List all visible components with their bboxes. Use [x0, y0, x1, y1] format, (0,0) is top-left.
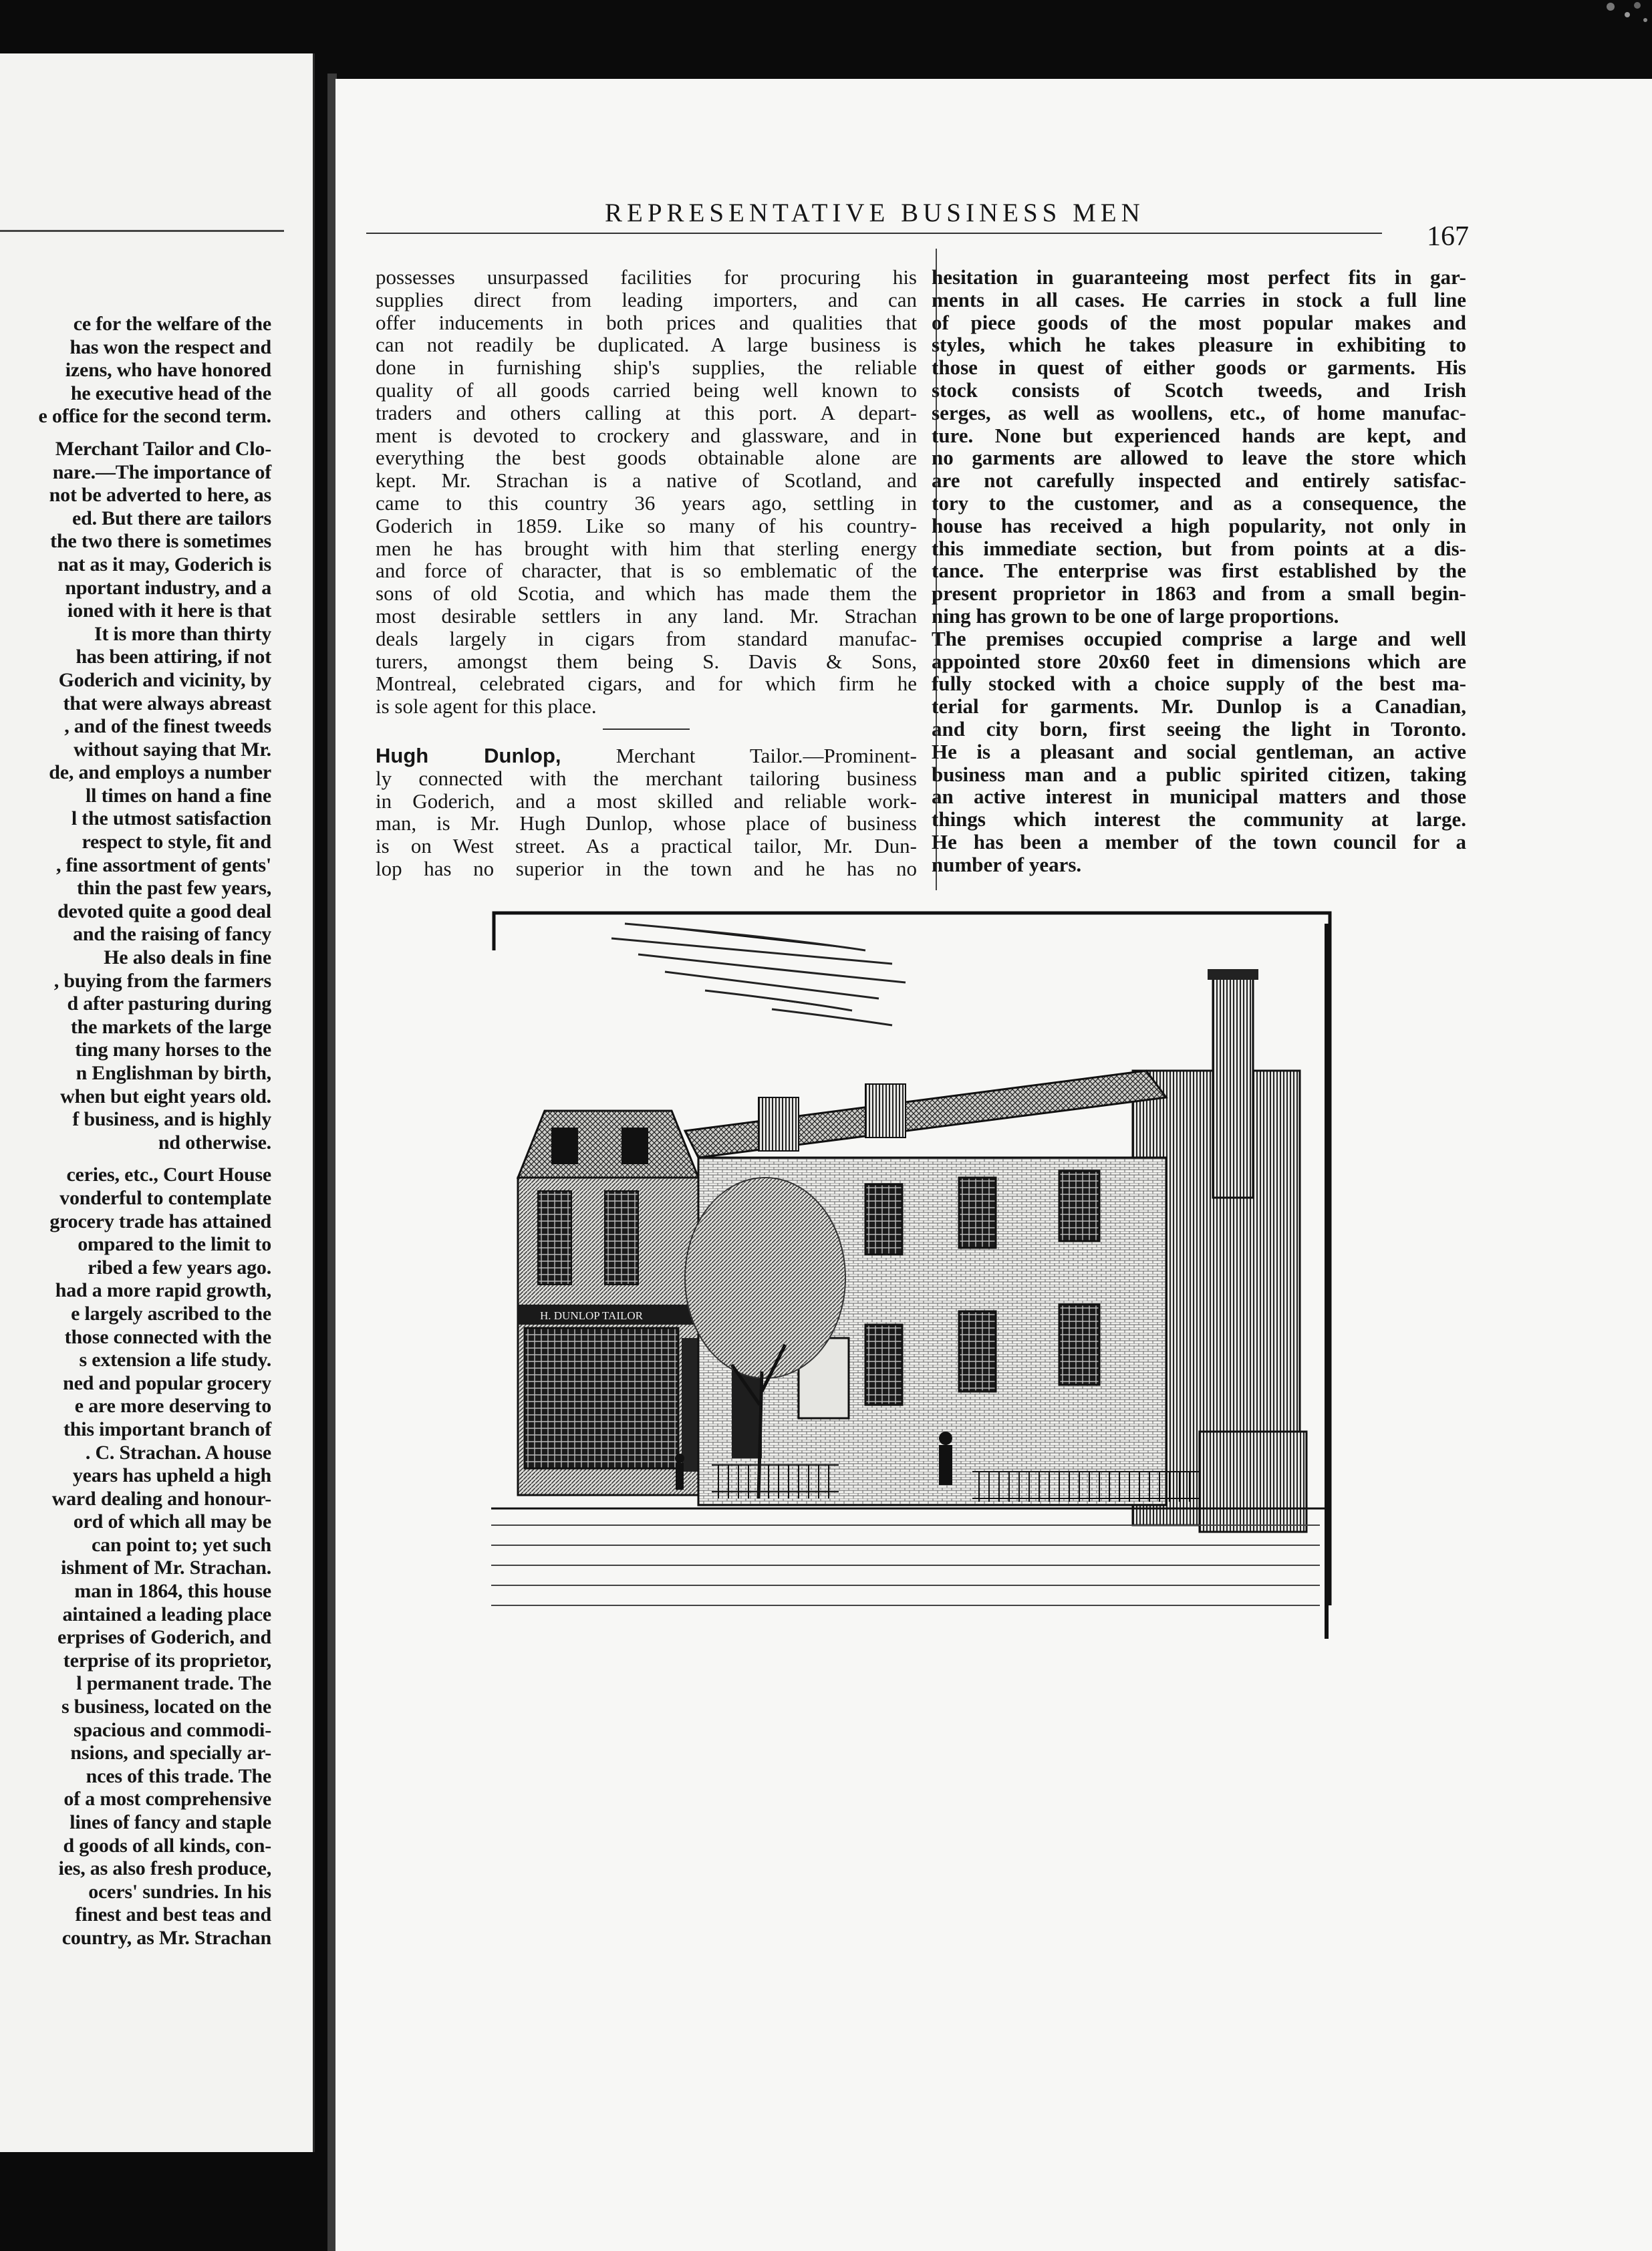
text-line: present proprietor in 1863 and from a small begin- [932, 581, 1466, 606]
text-line: n Englishman by birth, [76, 1062, 271, 1084]
text-line: ment is devoted to crockery and glassware, and in [376, 423, 917, 447]
text-line: not be adverted to here, as [49, 484, 271, 507]
text-line: ompared to the limit to [78, 1233, 271, 1256]
text-line: and the raising of fancy [73, 923, 271, 946]
shop-sign: H. DUNLOP TAILOR [540, 1309, 643, 1322]
text-line: and force of character, that is so emblematic of the [376, 559, 917, 583]
text-line: . C. Strachan. A house [85, 1441, 271, 1464]
text-line: e are more deserving to [74, 1395, 271, 1418]
text-line: lop has no superior in the town and he has no [376, 856, 917, 880]
dormer-window-2 [622, 1128, 648, 1164]
text-line: thin the past few years, [76, 877, 271, 900]
chimney-center [865, 1084, 906, 1138]
text-line: this important branch of [63, 1418, 271, 1440]
text-line: ies, as also fresh produce, [58, 1857, 271, 1880]
text-line: ioned with it here is that [67, 600, 271, 622]
text-line: nat as it may, Goderich is [57, 553, 271, 575]
text-line: d goods of all kinds, con- [63, 1834, 271, 1857]
text-line: ly connected with the merchant tailoring business [376, 766, 917, 790]
text-line: The premises occupied comprise a large and well [932, 626, 1466, 650]
text-line: man, is Mr. Hugh Dunlop, whose place of business [376, 811, 917, 835]
text-line: those in quest of either goods or garments. His [932, 356, 1466, 380]
text-line: number of years. [932, 852, 1082, 876]
text-line: de, and employs a number [49, 761, 271, 784]
text-line: he executive head of the [70, 382, 271, 404]
tall-chimney [1213, 977, 1253, 1198]
text-line: ture. None but experienced hands are kept, and [932, 423, 1466, 447]
text-line: nd otherwise. [158, 1131, 271, 1154]
text-line: ll times on hand a fine [86, 784, 271, 807]
text-line: ishment of Mr. Strachan. [61, 1557, 271, 1579]
text-line: Goderich in 1859. Like so many of his country- [376, 513, 917, 537]
text-line: ments in all cases. He carries in stock a full line [932, 287, 1466, 311]
chimney-cap [1208, 969, 1258, 980]
chimney-left [759, 1097, 799, 1151]
shop-upper-window-2 [605, 1191, 638, 1285]
text-line: , and of the finest tweeds [64, 715, 271, 738]
shop-front-window [525, 1328, 678, 1468]
text-line: ning has grown to be one of large proportions. [932, 604, 1339, 628]
text-line: styles, which he takes pleasure in exhibiting to [932, 333, 1466, 357]
text-line: supplies direct from leading importers, and can [376, 287, 917, 311]
text-line: the two there is sometimes [50, 530, 271, 553]
text-line: when but eight years old. [60, 1085, 271, 1107]
mansard-roof [518, 1111, 698, 1178]
text-line: that were always abreast [63, 692, 271, 714]
text-line: tance. The enterprise was first established by the [932, 559, 1466, 583]
text-column-right [932, 266, 1466, 876]
text-line: finest and best teas and [75, 1903, 271, 1926]
text-line: quality of all goods carried being well known to [376, 378, 917, 402]
text-line: , buying from the farmers [53, 969, 271, 992]
text-line: tory to the customer, and as a consequence, the [932, 491, 1466, 515]
text-line: fully stocked with a choice supply of the best ma- [932, 672, 1466, 696]
text-line: ed. But there are tailors [72, 507, 271, 529]
text-line: appointed store 20x60 feet in dimensions which are [932, 649, 1466, 673]
text-line: ned and popular grocery [63, 1371, 271, 1394]
text-line: is on West street. As a practical tailor, Mr. Dun- [376, 834, 917, 858]
text-line: are not carefully inspected and entirely satisfac- [932, 469, 1466, 493]
text-line: ocers' sundries. In his [88, 1880, 271, 1903]
text-line: hesitation in guaranteeing most perfect fits in gar- [932, 265, 1466, 289]
text-line: serges, as well as woollens, etc., of home manufac- [932, 400, 1466, 424]
text-line: s business, located on the [61, 1696, 271, 1718]
article-separator [603, 729, 690, 730]
text-line: this immediate section, but from points at a dis- [932, 536, 1466, 560]
facing-page [0, 53, 315, 2152]
dunlop-name: Hugh Dunlop, [376, 743, 561, 767]
text-line: everything the best goods obtainable alone are [376, 446, 917, 470]
text-line: terprise of its proprietor, [63, 1649, 271, 1672]
street-figure [675, 1454, 684, 1490]
text-line: He is a pleasant and social gentleman, an active [932, 739, 1466, 763]
text-line: Montreal, celebrated cigars, and for which firm he [376, 672, 917, 696]
text-line: He has been a member of the town council for a [932, 829, 1466, 853]
page-number: 167 [1427, 221, 1469, 252]
header-rule [366, 233, 1382, 234]
text-line: in Goderich, and a most skilled and reliable work- [376, 789, 917, 813]
text-line: ce for the welfare of the [73, 313, 271, 335]
text-line: has won the respect and [70, 336, 271, 358]
dunlop-title: Merchant Tailor.—Prominent- [561, 743, 917, 767]
text-line: those connected with the [64, 1325, 271, 1348]
text-line: deals largely in cigars from standard manufac- [376, 626, 917, 650]
text-line: country, as Mr. Strachan [61, 1926, 271, 1949]
text-line: , fine assortment of gents' [55, 853, 271, 876]
text-line: devoted quite a good deal [57, 900, 271, 922]
text-line: sons of old Scotia, and which has made them the [376, 581, 917, 606]
yard-gate [1200, 1432, 1306, 1532]
text-line: erprises of Goderich, and [57, 1626, 271, 1649]
text-line: the markets of the large [70, 1015, 271, 1038]
strachan-paragraph [376, 266, 917, 718]
scan-noise [1591, 0, 1652, 40]
text-line: ceries, etc., Court House [66, 1164, 271, 1186]
running-head: REPRESENTATIVE BUSINESS MEN [605, 198, 1145, 227]
text-column-left [376, 266, 917, 880]
text-line: of piece goods of the most popular makes and [932, 310, 1466, 334]
text-line: years has upheld a high [72, 1464, 271, 1487]
text-line: Goderich and vicinity, by [58, 668, 271, 691]
text-line: can point to; yet such [92, 1533, 271, 1556]
text-line: no garments are allowed to leave the store which [932, 446, 1466, 470]
text-line: e office for the second term. [38, 405, 271, 428]
dormer-window-1 [551, 1128, 578, 1164]
text-line: came to this country 36 years ago, settling in [376, 491, 917, 515]
text-line: stock consists of Scotch tweeds, and Irish [932, 378, 1466, 402]
text-line: e largely ascribed to the [71, 1302, 271, 1325]
text-line: things which interest the community at large. [932, 807, 1466, 831]
text-line: men he has brought with him that sterling energy [376, 536, 917, 560]
text-line: business man and a public spirited citizen, taking [932, 762, 1466, 786]
text-line: nare.—The importance of [52, 460, 271, 483]
text-line: and city born, first seeing the light in Toronto. [932, 716, 1466, 741]
text-line: aintained a leading place [62, 1603, 271, 1625]
text-line: nces of this trade. The [86, 1764, 271, 1787]
text-line: is sole agent for this place. [376, 694, 597, 718]
text-line: ward dealing and honour- [51, 1487, 271, 1510]
text-line: vonderful to contemplate [59, 1186, 271, 1209]
shop-upper-window-1 [538, 1191, 571, 1285]
text-line: has been attiring, if not [76, 646, 271, 668]
text-line: nsions, and specially ar- [70, 1742, 271, 1764]
building-engraving [491, 910, 1339, 1639]
text-line: offer inducements in both prices and qualities that [376, 310, 917, 334]
text-line: without saying that Mr. [74, 738, 271, 761]
standing-figure [939, 1432, 952, 1485]
dunlop-paragraph [376, 767, 917, 880]
text-line: s extension a life study. [79, 1349, 271, 1371]
text-line: turers, amongst them being S. Davis & Sons, [376, 649, 917, 673]
text-line: kept. Mr. Strachan is a native of Scotland, and [376, 469, 917, 493]
text-line: terial for garments. Mr. Dunlop is a Canadian, [932, 694, 1466, 718]
text-line: Merchant Tailor and Clo- [55, 437, 271, 460]
text-line: respect to style, fit and [82, 831, 271, 853]
text-line: l permanent trade. The [76, 1672, 271, 1695]
text-line: man in 1864, this house [74, 1580, 271, 1603]
text-line: ting many horses to the [75, 1039, 271, 1061]
text-line: grocery trade has attained [49, 1210, 271, 1232]
text-line: izens, who have honored [65, 359, 271, 382]
text-line: done in furnishing ship's supplies, the reliable [376, 356, 917, 380]
text-line: ribed a few years ago. [88, 1256, 271, 1279]
text-line: had a more rapid growth, [55, 1279, 271, 1302]
text-line: f business, and is highly [72, 1108, 271, 1131]
dunlop-heading-line [376, 745, 917, 767]
text-line: of a most comprehensive [63, 1788, 271, 1811]
text-line: possesses unsurpassed facilities for procuring his [376, 265, 917, 289]
text-line: l the utmost satisfaction [71, 807, 271, 830]
facing-page-text-column [0, 313, 271, 1950]
text-line: most desirable settlers in any land. Mr. Strachan [376, 604, 917, 628]
text-line: nportant industry, and a [65, 576, 271, 599]
text-line: d after pasturing during [67, 992, 271, 1015]
text-line: an active interest in municipal matters and those [932, 785, 1466, 809]
text-line: He also deals in fine [104, 946, 271, 969]
text-line: can not readily be duplicated. A large business is [376, 333, 917, 357]
text-line: spacious and commodi- [74, 1718, 271, 1741]
text-line: traders and others calling at this port. A depart- [376, 400, 917, 424]
text-line: house has received a high popularity, not only in [932, 513, 1466, 537]
text-line: ord of which all may be [73, 1510, 271, 1533]
text-line: It is more than thirty [94, 622, 271, 645]
section-rule [0, 230, 284, 232]
text-line: lines of fancy and staple [70, 1811, 271, 1833]
